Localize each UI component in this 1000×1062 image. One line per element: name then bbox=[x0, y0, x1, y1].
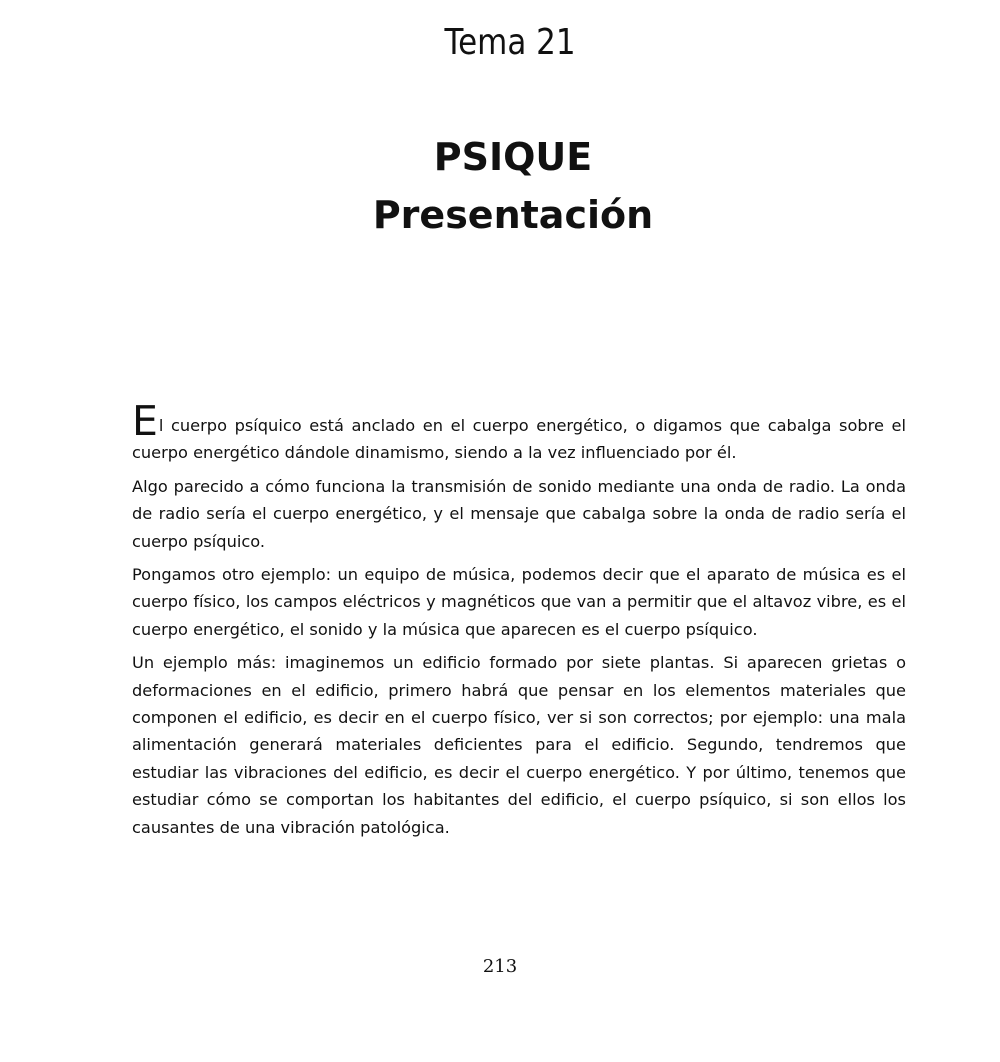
paragraph-1 bbox=[132, 397, 906, 467]
paragraph-2: Algo parecido a cómo funciona la transmisión de sonido mediante una onda de radio. La onda de radio sería el cuerpo energético, y el mensaje que cabalga sobre la onda de radio sería el cuerpo psíquico. bbox=[132, 476, 906, 551]
page-title: PSIQUE bbox=[433, 135, 593, 179]
paragraph-1-text: l cuerpo psíquico está anclado en el cuerpo energético, o digamos que cabalga sobre el cuerpo energético dándole dinamismo, siendo a la vez influenciado por él. bbox=[132, 416, 906, 463]
drop-cap: E bbox=[132, 397, 158, 445]
paragraph-4: Un ejemplo más: imaginemos un edificio formado por siete plantas. Si aparecen grietas o deformaciones en el edificio, primero habrá que pensar en los elementos materiales que componen el edificio, es decir en el cuerpo físico, ver si son correctos; por ejemplo: una mala alimentación generará materiales deficientes para el edificio. Segundo, tendremos que estudiar las vibraciones del edificio, es decir el cuerpo energético. Y por último, tenemos que estudiar cómo se comportan los habitantes del edificio, el cuerpo psíquico, si son ellos los causantes de una vibración patológica. bbox=[132, 653, 906, 837]
page-number: 213 bbox=[482, 956, 518, 977]
title-block bbox=[280, 128, 746, 244]
chapter-label: Tema 21 bbox=[444, 22, 576, 63]
page-subtitle: Presentación bbox=[372, 193, 654, 237]
body-text bbox=[132, 397, 906, 847]
paragraph-3: Pongamos otro ejemplo: un equipo de música, podemos decir que el aparato de música es el cuerpo físico, los campos eléctricos y magnéticos que van a permitir que el altavoz vibre, es el cuerpo energético, el sonido y la música que aparecen es el cuerpo psíquico. bbox=[132, 565, 906, 639]
